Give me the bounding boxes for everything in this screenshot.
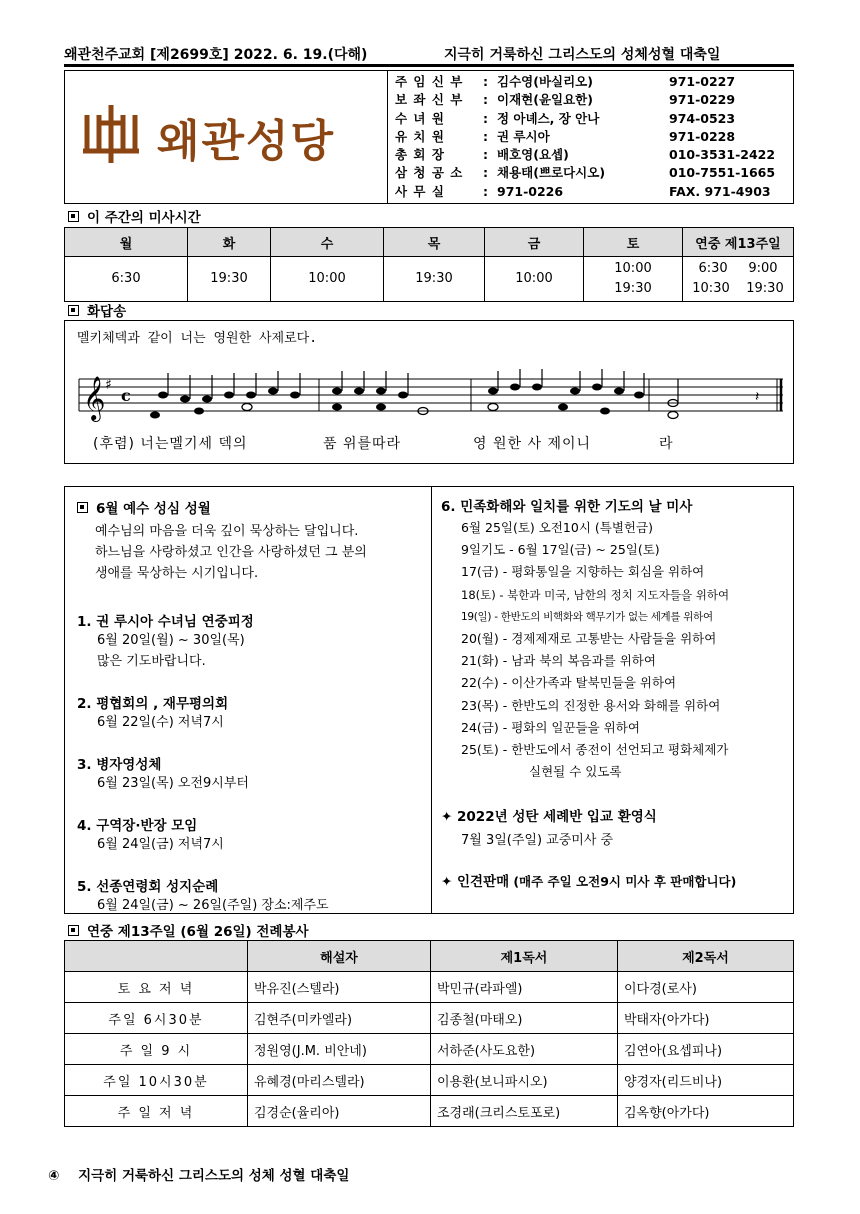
staff-row: 보 좌 신 부 : 이재현(윤일요한) 971-0229 (395, 92, 736, 108)
svg-text:c: c (121, 386, 131, 405)
welcome-text: 7월 3일(주일) 교중미사 중 (461, 833, 614, 849)
welcome-title: ✦ 2022년 성탄 세례반 입교 환영식 (441, 809, 657, 826)
list-item: 3. 병자영성체 6월 23일(목) 오전9시부터 (77, 757, 249, 791)
staff-row: 총 회 장 : 배호영(요셉) 010-3531-2422 (395, 147, 776, 163)
music-staff-icon (75, 367, 787, 437)
table-row: 주 일 9 시 정원영(J.M. 비안네) 서하준(사도요한) 김연아(요셉피나) (65, 1034, 794, 1065)
parish-logo-icon (77, 101, 157, 171)
header-rule (64, 64, 794, 67)
duty-section-title: 연중 제13주일 (6월 26일) 전례봉사 (68, 920, 309, 940)
staff-row: 주 임 신 부 : 김수영(바실리오) 971-0227 (395, 74, 736, 89)
staff-list (395, 73, 790, 201)
staff-row: 유 치 원 : 권 루시아 971-0228 (395, 128, 736, 144)
list-item: 1. 권 루시아 수녀님 연중피정 6월 20일(월) ~ 30일(목) 많은 기도바랍니다. (77, 614, 254, 669)
parish-info-box (64, 70, 794, 204)
sale-notice: ✦ 인견판매 (매주 주일 오전9시 미사 후 판매합니다) (441, 874, 737, 891)
prayer-day-title: 6. 민족화해와 일치를 위한 기도의 날 미사 (441, 499, 693, 515)
announcements-box (64, 486, 794, 914)
page-header (64, 44, 794, 64)
page-number: ④ (48, 1168, 60, 1184)
square-bullet-icon (68, 925, 79, 936)
parish-logo-text: 왜관성당 (157, 116, 336, 167)
psalm-section-title: 화답송 (68, 300, 126, 320)
square-bullet-icon (68, 305, 79, 316)
psalm-text: 멜키체덱과 같이 너는 영원한 사제로다. (77, 331, 318, 346)
table-row: 6:30 19:30 10:00 19:30 10:00 10:00 19:30 6:30 9:00 10:30 19:30 (65, 257, 794, 302)
square-bullet-icon (77, 502, 88, 513)
list-item: 2. 평협회의 , 재무평의회 6월 22일(수) 저녁7시 (77, 696, 229, 730)
table-header-row: 해설자 제1독서 제2독서 (65, 941, 794, 972)
logo-area (65, 71, 388, 203)
table-header-row: 월 화 수 목 금 토 연중 제13주일 (65, 228, 794, 257)
svg-text:♯: ♯ (105, 377, 112, 393)
header-left: 왜관천주교회 [제2699호] 2022. 6. 19.(다해) (64, 47, 368, 63)
staff-row: 사 무 실 : 971-0226 FAX. 971-4903 (395, 183, 771, 199)
list-item: 5. 선종연령회 성지순례 6월 24일(금) ~ 26일(주일) 장소:제주도 (77, 879, 329, 913)
psalm-lyrics: (후렴) 너는멜기세 덱의 품 위를따라 영 원한 사 제이니 라 (93, 436, 674, 452)
table-row: 토 요 저 녁 박유진(스텔라) 박민규(라파엘) 이다경(로사) (65, 972, 794, 1003)
column-divider (431, 487, 432, 913)
staff-row: 수 녀 원 : 정 아녜스, 장 안나 974-0523 (395, 110, 736, 126)
svg-text:𝄽: 𝄽 (755, 389, 760, 405)
table-row: 주 일 저 녁 김경순(율리아) 조경래(크리스토포로) 김옥향(아가다) (65, 1096, 794, 1127)
table-row: 주일 6시30분 김현주(미카엘라) 김종철(마태오) 박태자(아가다) (65, 1003, 794, 1034)
square-bullet-icon (68, 211, 79, 222)
announcements-right: 6. 민족화해와 일치를 위한 기도의 날 미사 6월 25일(토) 오전10시 (특별헌금) 9일기도 - 6월 17일(금) ~ 25일(토) 17(금) - 평화통일을 지향하는 회심을 위하여 18(토) - 북한과 미국, 남한의 정치 지도자들을 위하여 19(일) - 한반도의 비핵화와 핵무기가 없는 세계를 위하여 20(월) - 경제제재로 고통받는 사람들을 위하여 21(화) - 남과 북의 복음과를 위하여 22(수) - 이산가족과 탈북민들을 위하여 23(목) - 한반도의 진정한 용서와 화해를 위하여 24(금) - 평화의 일꾼들을 위하여 25(토) - 한반도에서 종전이 선언되고 평화체제가 실현될 수 있도록 ✦ 2022년 성탄 세례반 입교 환영식 7월 3일(주일) 교중미사 중 ✦ 인견판매 (매주 주일 오전9시 미사 후 판매합니다) (441, 495, 787, 890)
footer-text: 지극히 거룩하신 그리스도의 성체 성혈 대축일 (78, 1168, 350, 1184)
page-footer (48, 1164, 349, 1184)
announcements-left: 6월 예수 성심 성월 예수님의 마음을 더욱 깊이 묵상하는 달입니다. 하느님을 사랑하셨고 인간을 사랑하셨던 그 분의 생애를 묵상하는 시기입니다. 1. 권 루시아 수녀님 연중피정 6월 20일(월) ~ 30일(목) 많은 기도바랍니다. 2. 평협회의 , 재무평의회 6월 22일(수) 저녁7시 3. 병자영성체 6월 23일(목) 오전9시부터 4. 구역장·반장 모임 6월 24일(금) 저녁7시 5. 선종연령회 성지순례 6월 24일(금) ~ 26일(주일) 장소:제주도 (77, 497, 423, 916)
header-right: 지극히 거룩하신 그리스도의 성체성혈 대축일 (444, 47, 721, 63)
liturgy-duty-table (64, 940, 794, 1127)
mass-schedule-table (64, 227, 794, 302)
list-item: 4. 구역장·반장 모임 6월 24일(금) 저녁7시 (77, 818, 224, 852)
svg-text:𝄞: 𝄞 (83, 376, 106, 420)
psalm-box (64, 320, 794, 464)
mass-section-title: 이 주간의 미사시간 (68, 206, 201, 226)
month-heading: 6월 예수 성심 성월 (77, 497, 423, 517)
staff-row: 삼 청 공 소 : 채용태(쁘로다시오) 010-7551-1665 (395, 165, 776, 181)
table-row: 주일 10시30분 유혜경(마리스텔라) 이용환(보니파시오) 양경자(리드비나) (65, 1065, 794, 1096)
